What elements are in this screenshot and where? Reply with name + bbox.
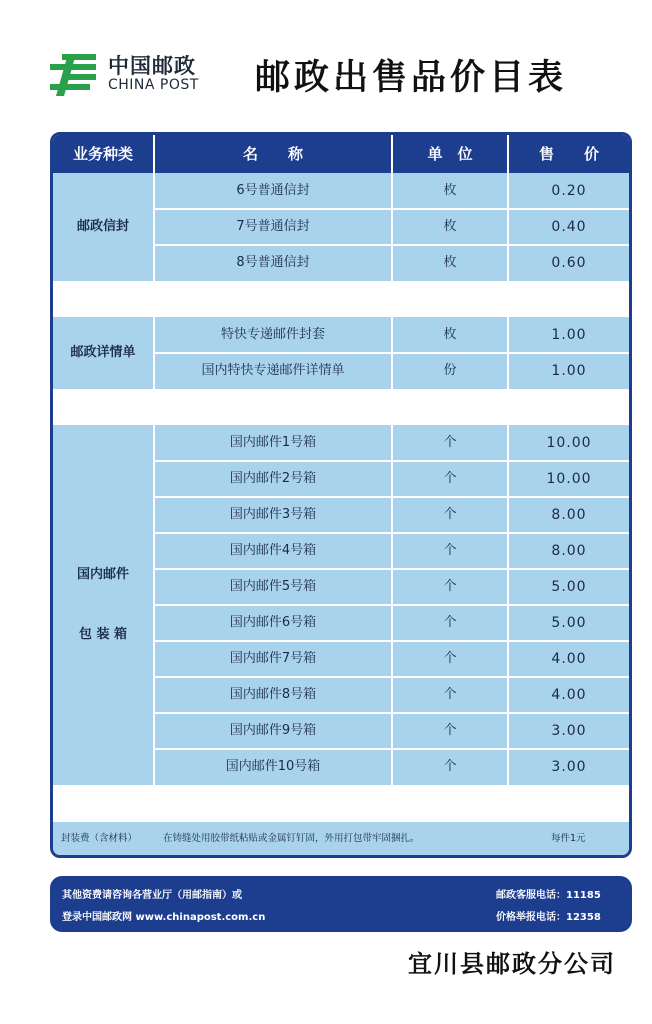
china-post-logo xyxy=(48,50,218,100)
item-price: 4.00 xyxy=(551,687,587,703)
item-name: 国内邮件3号箱 xyxy=(229,507,317,522)
category-label: 邮政详情单 xyxy=(70,345,136,360)
item-name: 国内邮件2号箱 xyxy=(229,471,317,486)
item-name: 8号普通信封 xyxy=(236,255,310,270)
item-price: 5.00 xyxy=(551,579,587,595)
item-price: 0.20 xyxy=(551,183,587,199)
item-unit: 枚 xyxy=(443,327,457,342)
item-name: 国内邮件9号箱 xyxy=(229,723,317,738)
category-label: 包 装 箱 xyxy=(78,627,128,642)
item-unit: 个 xyxy=(443,759,457,774)
packing-fee-label: 封装费（含材料） xyxy=(61,833,138,844)
item-unit: 枚 xyxy=(443,219,457,234)
packing-fee-row xyxy=(53,822,629,855)
item-unit: 个 xyxy=(443,435,457,450)
item-name: 国内邮件1号箱 xyxy=(229,435,317,450)
footer-service-hotline: 邮政客服电话：11185 xyxy=(496,890,601,901)
category-label xyxy=(101,605,106,625)
item-unit: 个 xyxy=(443,543,457,558)
item-price: 8.00 xyxy=(551,543,587,559)
item-unit: 个 xyxy=(443,579,457,594)
item-name: 国内特快专递邮件详情单 xyxy=(201,363,345,378)
item-unit: 枚 xyxy=(443,255,457,270)
footer-report-hotline: 价格举报电话：12358 xyxy=(496,912,601,923)
category-label: 邮政信封 xyxy=(76,219,129,234)
item-name: 国内邮件4号箱 xyxy=(229,543,317,558)
item-price: 1.00 xyxy=(551,363,587,379)
item-unit: 个 xyxy=(443,687,457,702)
item-unit: 个 xyxy=(443,615,457,630)
category-cell xyxy=(53,173,153,281)
company-name: 宜川县邮政分公司 xyxy=(408,950,616,978)
item-price: 0.40 xyxy=(551,219,587,235)
table-header xyxy=(53,135,629,173)
column-header-price: 售 价 xyxy=(538,145,599,163)
footer-website-text: 登录中国邮政网 www.chinapost.com.cn xyxy=(62,912,266,923)
item-name: 国内邮件6号箱 xyxy=(229,615,317,630)
item-price: 5.00 xyxy=(551,615,587,631)
logo-english-text: CHINA POST xyxy=(108,77,199,93)
category-cell xyxy=(53,317,153,389)
item-unit: 份 xyxy=(443,363,457,378)
item-unit: 个 xyxy=(443,723,457,738)
item-name: 国内邮件5号箱 xyxy=(229,579,317,594)
item-price: 1.00 xyxy=(551,327,587,343)
column-header-name: 名 称 xyxy=(242,145,303,163)
item-price: 10.00 xyxy=(546,471,592,487)
item-unit: 个 xyxy=(443,507,457,522)
item-name: 6号普通信封 xyxy=(236,183,310,198)
category-cell xyxy=(53,425,153,785)
item-price: 10.00 xyxy=(546,435,592,451)
item-price: 4.00 xyxy=(551,651,587,667)
item-unit: 个 xyxy=(443,651,457,666)
item-price: 8.00 xyxy=(551,507,587,523)
item-name: 特快专递邮件封套 xyxy=(220,327,325,342)
item-price: 3.00 xyxy=(551,723,587,739)
item-name: 国内邮件8号箱 xyxy=(229,687,317,702)
packing-fee-description: 在铸缝处用胶带纸粘贴或金属钉钉固，外用打包带牢固捆扎。 xyxy=(163,833,420,844)
item-price: 3.00 xyxy=(551,759,587,775)
footer-banner xyxy=(50,876,632,932)
category-label: 国内邮件 xyxy=(76,567,129,582)
category-label xyxy=(101,585,106,605)
item-name: 国内邮件10号箱 xyxy=(225,759,321,774)
column-header-unit: 单 位 xyxy=(427,145,473,163)
page-title: 邮政出售品价目表 xyxy=(255,58,568,98)
footer-inquiry-text: 其他资费请咨询各营业厅（用邮指南）或 xyxy=(62,890,242,901)
item-name: 7号普通信封 xyxy=(236,219,310,234)
item-unit: 枚 xyxy=(443,183,457,198)
column-header-category: 业务种类 xyxy=(72,145,133,163)
item-unit: 个 xyxy=(443,471,457,486)
packing-fee-price: 每件1元 xyxy=(551,833,586,844)
item-name: 国内邮件7号箱 xyxy=(229,651,317,666)
price-table xyxy=(50,132,632,858)
logo-chinese-text: 中国邮政 xyxy=(108,54,196,78)
item-price: 0.60 xyxy=(551,255,587,271)
china-post-emblem-icon xyxy=(48,52,98,98)
